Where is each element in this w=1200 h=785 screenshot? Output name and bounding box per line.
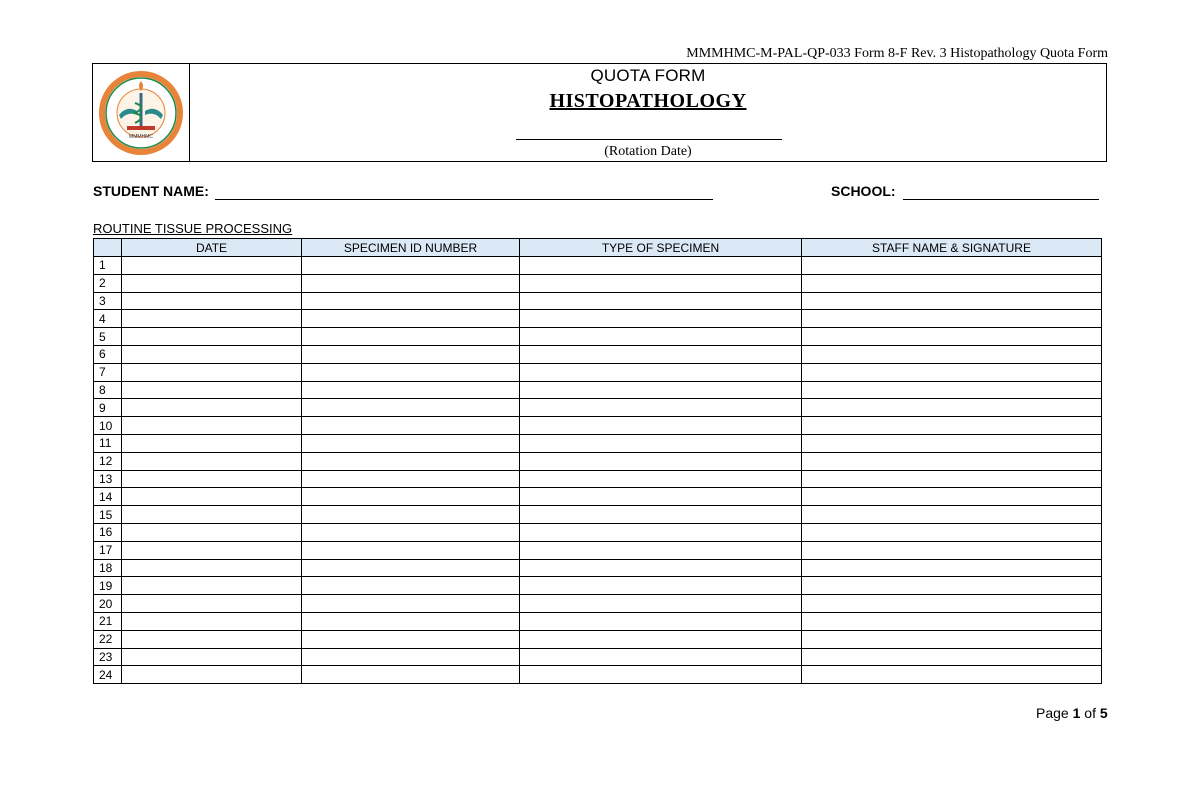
specimen-type-cell[interactable] <box>520 292 802 310</box>
header-row-number <box>94 239 122 257</box>
page-of: of <box>1084 705 1096 721</box>
date-cell[interactable] <box>122 257 302 275</box>
date-cell[interactable] <box>122 452 302 470</box>
department-title: HISTOPATHOLOGY <box>549 90 747 112</box>
logo-cell <box>93 64 190 161</box>
specimen-id-cell[interactable] <box>302 345 520 363</box>
staff-signature-cell[interactable] <box>802 452 1102 470</box>
staff-signature-cell[interactable] <box>802 257 1102 275</box>
table-row <box>94 399 1102 417</box>
specimen-id-cell[interactable] <box>302 577 520 595</box>
staff-signature-cell[interactable] <box>802 363 1102 381</box>
row-number: 9 <box>94 399 122 417</box>
rotation-date-label: (Rotation Date) <box>604 144 692 159</box>
header-specimen-id: SPECIMEN ID NUMBER <box>302 239 520 257</box>
document-code: MMMHMC-M-PAL-QP-033 Form 8-F Rev. 3 Histopathology Quota Form <box>686 46 1108 61</box>
school-label: SCHOOL: <box>831 183 896 199</box>
rotation-date-line[interactable] <box>516 139 782 140</box>
specimen-type-cell[interactable] <box>520 345 802 363</box>
specimen-id-cell[interactable] <box>302 381 520 399</box>
table-row <box>94 345 1102 363</box>
specimen-type-cell[interactable] <box>520 452 802 470</box>
staff-signature-cell[interactable] <box>802 630 1102 648</box>
specimen-type-cell[interactable] <box>520 363 802 381</box>
specimen-type-cell[interactable] <box>520 328 802 346</box>
date-cell[interactable] <box>122 381 302 399</box>
specimen-id-cell[interactable] <box>302 399 520 417</box>
staff-signature-cell[interactable] <box>802 434 1102 452</box>
row-number: 2 <box>94 274 122 292</box>
specimen-type-cell[interactable] <box>520 559 802 577</box>
staff-signature-cell[interactable] <box>802 328 1102 346</box>
date-cell[interactable] <box>122 612 302 630</box>
specimen-type-cell[interactable] <box>520 612 802 630</box>
student-name-label: STUDENT NAME: <box>93 183 209 199</box>
staff-signature-cell[interactable] <box>802 595 1102 613</box>
row-number: 20 <box>94 595 122 613</box>
staff-signature-cell[interactable] <box>802 470 1102 488</box>
specimen-id-cell[interactable] <box>302 470 520 488</box>
specimen-id-cell[interactable] <box>302 417 520 435</box>
row-number: 1 <box>94 257 122 275</box>
specimen-type-cell[interactable] <box>520 381 802 399</box>
specimen-id-cell[interactable] <box>302 292 520 310</box>
table-row <box>94 381 1102 399</box>
staff-signature-cell[interactable] <box>802 488 1102 506</box>
row-number: 11 <box>94 434 122 452</box>
form-title: QUOTA FORM <box>590 66 706 85</box>
row-number: 22 <box>94 630 122 648</box>
specimen-type-cell[interactable] <box>520 506 802 524</box>
staff-signature-cell[interactable] <box>802 506 1102 524</box>
specimen-type-cell[interactable] <box>520 595 802 613</box>
staff-signature-cell[interactable] <box>802 612 1102 630</box>
specimen-type-cell[interactable] <box>520 274 802 292</box>
table-row <box>94 648 1102 666</box>
table-row <box>94 328 1102 346</box>
page-number <box>1036 705 1108 721</box>
date-cell[interactable] <box>122 666 302 684</box>
header-date: DATE <box>122 239 302 257</box>
specimen-id-cell[interactable] <box>302 257 520 275</box>
specimen-type-cell[interactable] <box>520 434 802 452</box>
specimen-id-cell[interactable] <box>302 648 520 666</box>
row-number: 3 <box>94 292 122 310</box>
table-row <box>94 470 1102 488</box>
specimen-type-cell[interactable] <box>520 666 802 684</box>
date-cell[interactable] <box>122 310 302 328</box>
row-number: 18 <box>94 559 122 577</box>
row-number: 8 <box>94 381 122 399</box>
specimen-type-cell[interactable] <box>520 488 802 506</box>
staff-signature-cell[interactable] <box>802 577 1102 595</box>
table-row <box>94 274 1102 292</box>
specimen-id-cell[interactable] <box>302 595 520 613</box>
row-number: 19 <box>94 577 122 595</box>
table-row <box>94 488 1102 506</box>
page-prefix: Page <box>1036 705 1069 721</box>
specimen-id-cell[interactable] <box>302 612 520 630</box>
row-number: 6 <box>94 345 122 363</box>
specimen-id-cell[interactable] <box>302 328 520 346</box>
specimen-type-cell[interactable] <box>520 630 802 648</box>
date-cell[interactable] <box>122 577 302 595</box>
staff-signature-cell[interactable] <box>802 399 1102 417</box>
row-number: 17 <box>94 541 122 559</box>
row-number: 10 <box>94 417 122 435</box>
specimen-type-cell[interactable] <box>520 648 802 666</box>
table-row <box>94 363 1102 381</box>
specimen-type-cell[interactable] <box>520 577 802 595</box>
specimen-id-cell[interactable] <box>302 434 520 452</box>
row-number: 12 <box>94 452 122 470</box>
date-cell[interactable] <box>122 363 302 381</box>
specimen-id-cell[interactable] <box>302 523 520 541</box>
row-number: 4 <box>94 310 122 328</box>
specimen-type-cell[interactable] <box>520 523 802 541</box>
date-cell[interactable] <box>122 434 302 452</box>
table-row <box>94 434 1102 452</box>
table-row <box>94 417 1102 435</box>
table-row <box>94 666 1102 684</box>
row-number: 21 <box>94 612 122 630</box>
table-row <box>94 506 1102 524</box>
row-number: 24 <box>94 666 122 684</box>
school-field[interactable] <box>903 199 1099 200</box>
date-cell[interactable] <box>122 541 302 559</box>
staff-signature-cell[interactable] <box>802 559 1102 577</box>
table-row <box>94 452 1102 470</box>
row-number: 14 <box>94 488 122 506</box>
table-row <box>94 612 1102 630</box>
row-number: 23 <box>94 648 122 666</box>
staff-signature-cell[interactable] <box>802 345 1102 363</box>
specimen-id-cell[interactable] <box>302 559 520 577</box>
specimen-id-cell[interactable] <box>302 488 520 506</box>
staff-signature-cell[interactable] <box>802 310 1102 328</box>
table-row <box>94 541 1102 559</box>
specimen-type-cell[interactable] <box>520 541 802 559</box>
date-cell[interactable] <box>122 328 302 346</box>
specimen-type-cell[interactable] <box>520 470 802 488</box>
specimen-id-cell[interactable] <box>302 630 520 648</box>
staff-signature-cell[interactable] <box>802 381 1102 399</box>
date-cell[interactable] <box>122 559 302 577</box>
staff-signature-cell[interactable] <box>802 292 1102 310</box>
title-cell <box>190 64 1106 161</box>
date-cell[interactable] <box>122 523 302 541</box>
table-row <box>94 310 1102 328</box>
table-row <box>94 292 1102 310</box>
section-title: ROUTINE TISSUE PROCESSING <box>93 221 293 236</box>
form-header <box>92 63 1107 162</box>
specimen-id-cell[interactable] <box>302 363 520 381</box>
staff-signature-cell[interactable] <box>802 523 1102 541</box>
date-cell[interactable] <box>122 417 302 435</box>
staff-signature-cell[interactable] <box>802 666 1102 684</box>
date-cell[interactable] <box>122 488 302 506</box>
table-row <box>94 257 1102 275</box>
date-cell[interactable] <box>122 648 302 666</box>
specimen-id-cell[interactable] <box>302 310 520 328</box>
routine-tissue-table <box>93 238 1102 684</box>
date-cell[interactable] <box>122 345 302 363</box>
student-name-field[interactable] <box>215 199 713 200</box>
table-row <box>94 630 1102 648</box>
specimen-id-cell[interactable] <box>302 274 520 292</box>
row-number: 15 <box>94 506 122 524</box>
row-number: 16 <box>94 523 122 541</box>
current-page: 1 <box>1072 705 1081 721</box>
table-header-row <box>94 239 1102 257</box>
specimen-id-cell[interactable] <box>302 541 520 559</box>
table-row <box>94 577 1102 595</box>
total-pages: 5 <box>1099 705 1108 721</box>
specimen-type-cell[interactable] <box>520 417 802 435</box>
date-cell[interactable] <box>122 470 302 488</box>
row-number: 7 <box>94 363 122 381</box>
table-row <box>94 523 1102 541</box>
header-staff-signature: STAFF NAME & SIGNATURE <box>802 239 1102 257</box>
table-row <box>94 559 1102 577</box>
header-specimen-type: TYPE OF SPECIMEN <box>520 239 802 257</box>
row-number: 5 <box>94 328 122 346</box>
specimen-id-cell[interactable] <box>302 666 520 684</box>
staff-signature-cell[interactable] <box>802 417 1102 435</box>
date-cell[interactable] <box>122 506 302 524</box>
svg-text:MMMHMC: MMMHMC <box>129 133 153 140</box>
date-cell[interactable] <box>122 595 302 613</box>
staff-signature-cell[interactable] <box>802 648 1102 666</box>
staff-signature-cell[interactable] <box>802 274 1102 292</box>
specimen-id-cell[interactable] <box>302 506 520 524</box>
specimen-id-cell[interactable] <box>302 452 520 470</box>
specimen-type-cell[interactable] <box>520 310 802 328</box>
staff-signature-cell[interactable] <box>802 541 1102 559</box>
hospital-seal-logo <box>97 69 185 157</box>
date-cell[interactable] <box>122 630 302 648</box>
date-cell[interactable] <box>122 399 302 417</box>
specimen-type-cell[interactable] <box>520 257 802 275</box>
date-cell[interactable] <box>122 274 302 292</box>
table-row <box>94 595 1102 613</box>
row-number: 13 <box>94 470 122 488</box>
specimen-type-cell[interactable] <box>520 399 802 417</box>
date-cell[interactable] <box>122 292 302 310</box>
